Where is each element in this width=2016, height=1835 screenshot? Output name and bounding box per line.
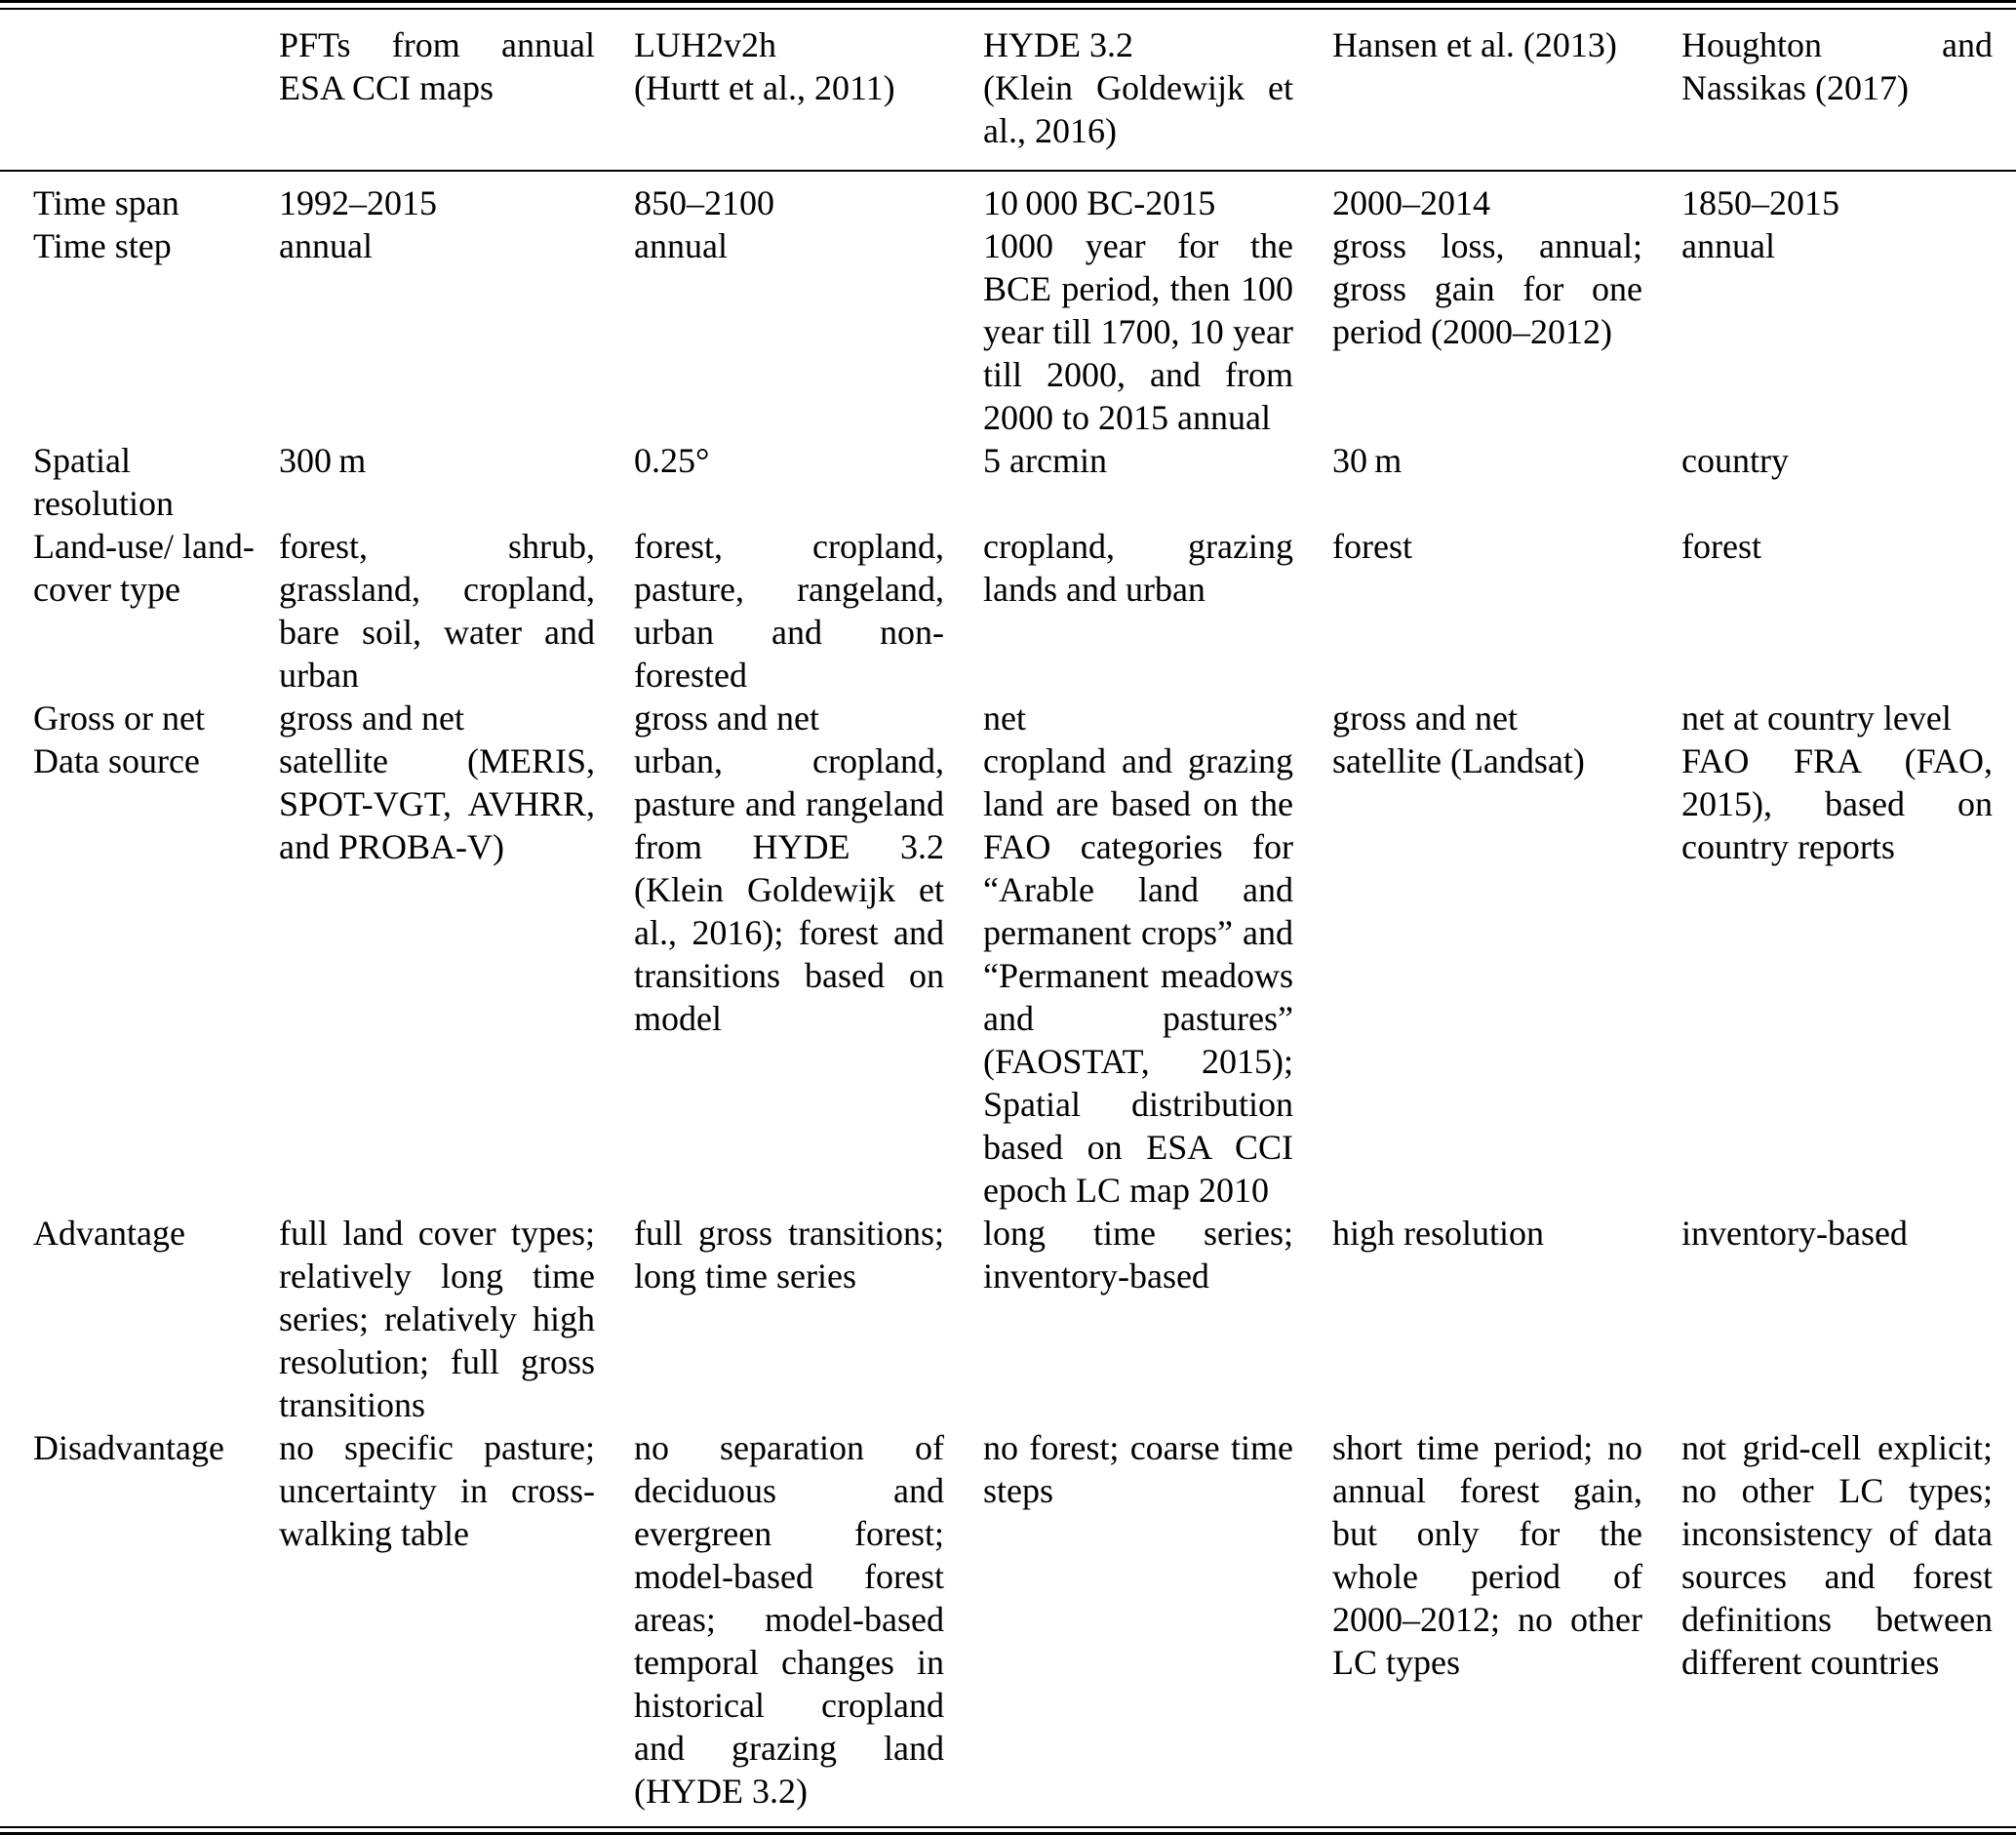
table-cell: no forest; coarse time steps: [983, 1428, 1293, 1510]
table-cell: net at country level: [1681, 698, 1952, 738]
row-label-data-source: Data source: [33, 741, 200, 780]
row-label-gross-or-net: Gross or net: [33, 698, 205, 738]
table-cell: inventory-based: [1681, 1214, 1908, 1253]
table-cell: forest, shrub, grassland, cropland, bare soil, water and urban: [279, 527, 595, 695]
table-cell: country: [1681, 441, 1789, 480]
table-cell: no separation of deciduous and evergreen forest; model-based forest areas; model-based temporal changes in historical cropland and grazing land (HYDE 3.2): [634, 1428, 944, 1811]
column-header-luh2v2h: [634, 10, 983, 171]
table-cell: annual: [1681, 226, 1775, 265]
table-top-rule: [0, 0, 2016, 10]
table-cell: 0.25°: [634, 441, 710, 480]
table-cell: urban, cropland, pasture and rangeland from HYDE 3.2 (Klein Goldewijk et al., 2016); forest and transitions based on model: [634, 741, 944, 1038]
table-row-time-step: [0, 224, 2016, 439]
table-cell: not grid-cell explicit; no other LC types; inconsistency of data sources and forest definitions between different countries: [1681, 1428, 1993, 1682]
header-row: [0, 10, 2016, 171]
header-empty-cell: [0, 10, 279, 171]
table-cell: no specific pasture; uncertainty in cross-walking table: [279, 1428, 595, 1553]
table-cell: annual: [279, 226, 373, 265]
column-title: PFTs from annual ESA CCI maps: [279, 25, 595, 107]
table-cell: long time series; inventory-based: [983, 1214, 1293, 1296]
column-reference: (Klein Goldewijk et al., 2016): [983, 68, 1293, 150]
table-cell: cropland, grazing lands and urban: [983, 527, 1293, 609]
column-title: HYDE 3.2: [983, 25, 1133, 64]
column-header-hyde32: [983, 10, 1332, 171]
table-cell: 2000–2014: [1332, 183, 1490, 222]
row-label-land-use-land-cover-type: Land-use/ land-cover type: [33, 527, 255, 609]
table-cell: 1992–2015: [279, 183, 437, 222]
row-label-advantage: Advantage: [33, 1214, 185, 1253]
table-cell: 30 m: [1332, 441, 1403, 480]
table-cell: 5 arcmin: [983, 441, 1107, 480]
table-bottom-rule: [0, 1826, 2016, 1835]
table-cell: 1850–2015: [1681, 183, 1839, 222]
row-label-time-step: Time step: [33, 226, 172, 265]
table-cell: high resolution: [1332, 1214, 1544, 1253]
table-cell: forest: [1681, 527, 1761, 566]
table-cell: gross and net: [634, 698, 819, 738]
table-row-gross-or-net: [0, 697, 2016, 739]
table-row-advantage: [0, 1212, 2016, 1426]
column-title: Houghton and Nassikas (2017): [1681, 25, 1993, 107]
table-cell: 300 m: [279, 441, 367, 480]
table-cell: forest: [1332, 527, 1412, 566]
table-cell: 1000 year for the BCE period, then 100 year till 1700, 10 year till 2000, and from 2000 to 2015 annual: [983, 226, 1293, 437]
column-title: Hansen et al. (2013): [1332, 25, 1617, 64]
row-label-time-span: Time span: [33, 183, 179, 222]
table-cell: full gross transitions; long time series: [634, 1214, 944, 1296]
table-cell: gross loss, annual; gross gain for one period (2000–2012): [1332, 226, 1642, 351]
row-label-spatial-resolution: Spatial resolution: [33, 441, 174, 523]
table-cell: 850–2100: [634, 183, 774, 222]
table-cell: forest, cropland, pasture, rangeland, urban and non-forested: [634, 527, 944, 695]
table-cell: satellite (MERIS, SPOT-VGT, AVHRR, and PROBA-V): [279, 741, 595, 866]
table-cell: cropland and grazing land are based on the FAO categories for “Arable land and permanent crops” and “Permanent meadows and pastures” (FAOSTAT, 2015); Spatial distribution based on ESA CCI epoch LC map 2010: [983, 741, 1293, 1210]
table-cell: short time period; no annual forest gain, but only for the whole period of 2000–2012; no other LC types: [1332, 1428, 1642, 1682]
table-row-spatial-resolution: [0, 439, 2016, 525]
table-cell: satellite (Landsat): [1332, 741, 1585, 780]
table-cell: gross and net: [279, 698, 464, 738]
row-label-disadvantage: Disadvantage: [33, 1428, 224, 1467]
table-cell: full land cover types; relatively long time series; relatively high resolution; full gross transitions: [279, 1214, 595, 1424]
table-row-data-source: [0, 739, 2016, 1212]
column-reference: (Hurtt et al., 2011): [634, 68, 895, 107]
table-row-disadvantage: [0, 1426, 2016, 1826]
column-title: LUH2v2h: [634, 25, 776, 64]
dataset-comparison-table: [0, 10, 2016, 1826]
table-cell: gross and net: [1332, 698, 1518, 738]
column-header-hansen: [1332, 10, 1681, 171]
column-header-houghton-nassikas: [1681, 10, 2016, 171]
table-row-time-span: [0, 171, 2016, 224]
table-cell: FAO FRA (FAO, 2015), based on country reports: [1681, 741, 1993, 866]
table-cell: net: [983, 698, 1026, 738]
table-cell: 10 000 BC-2015: [983, 183, 1216, 222]
column-header-esa-cci: [279, 10, 634, 171]
table-cell: annual: [634, 226, 728, 265]
table-row-land-use-land-cover-type: [0, 525, 2016, 697]
